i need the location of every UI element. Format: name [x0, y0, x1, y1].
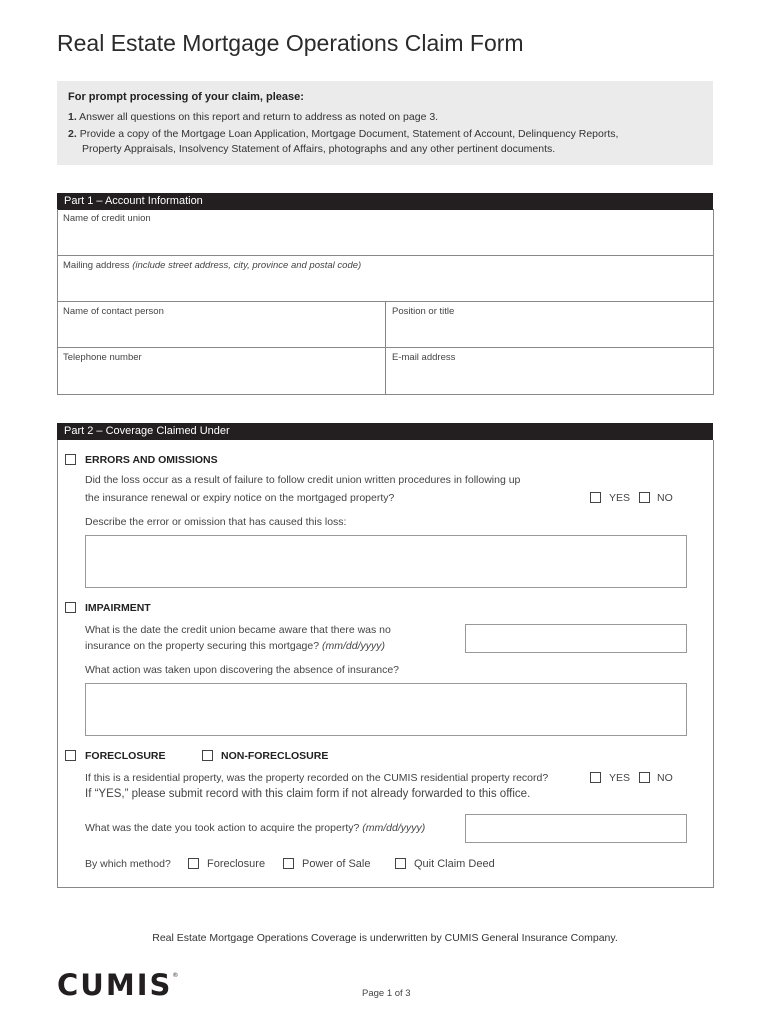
- part2-header: Part 2 – Coverage Claimed Under: [57, 423, 713, 440]
- errors-omissions-label: ERRORS AND OMISSIONS: [85, 454, 218, 466]
- method-power-of-sale-checkbox[interactable]: [283, 858, 294, 869]
- impairment-question-text: insurance on the property securing this mortgage?: [85, 640, 320, 652]
- impairment-action-textarea[interactable]: [85, 683, 687, 736]
- part1-account-information: [57, 209, 714, 395]
- instruction-item: [68, 127, 688, 142]
- errors-question-line2: the insurance renewal or expiry notice on the mortgaged property?: [85, 492, 395, 504]
- impairment-checkbox[interactable]: [65, 602, 76, 613]
- underwriter-note: Real Estate Mortgage Operations Coverage is underwritten by CUMIS General Insurance Company.: [152, 932, 618, 944]
- part1-header: Part 1 – Account Information: [57, 193, 713, 210]
- non-foreclosure-checkbox[interactable]: [202, 750, 213, 761]
- foreclosure-yes-label: YES: [609, 772, 631, 784]
- credit-union-label: Name of credit union: [63, 213, 151, 224]
- part2-coverage-claimed: [57, 440, 714, 888]
- mailing-label-text: Mailing address: [63, 260, 130, 271]
- errors-yes-checkbox[interactable]: [590, 492, 601, 503]
- credit-union-field[interactable]: [58, 209, 713, 255]
- errors-question-line1: Did the loss occur as a result of failure to follow credit union written procedures in following up: [85, 474, 521, 486]
- registered-mark: ®: [172, 972, 179, 979]
- instruction-item: [68, 110, 688, 125]
- foreclosure-note: If “YES,” please submit record with this claim form if not already forwarded to this office.: [85, 788, 531, 800]
- acquire-date-text: What was the date you took action to acquire the property?: [85, 822, 360, 834]
- acquire-date-question: [85, 822, 425, 834]
- date-format-hint: (mm/dd/yyyy): [362, 822, 426, 834]
- form-title: Real Estate Mortgage Operations Claim Form: [57, 30, 524, 56]
- mailing-address-label: [63, 260, 361, 271]
- mailing-hint: (include street address, city, province and postal code): [132, 260, 362, 271]
- email-label: E-mail address: [392, 352, 456, 363]
- foreclosure-label: FORECLOSURE: [85, 750, 166, 762]
- method-foreclosure-label: Foreclosure: [207, 858, 266, 870]
- impairment-question-line1: What is the date the credit union became aware that there was no: [85, 624, 391, 636]
- method-foreclosure-checkbox[interactable]: [188, 858, 199, 869]
- impairment-label: IMPAIRMENT: [85, 602, 151, 614]
- errors-describe-label: Describe the error or omission that has caused this loss:: [85, 516, 347, 528]
- contact-row: [58, 301, 713, 347]
- foreclosure-no-checkbox[interactable]: [639, 772, 650, 783]
- instruction-number: 2.: [68, 128, 77, 140]
- instructions-heading: For prompt processing of your claim, please:: [68, 91, 304, 103]
- foreclosure-no-label: NO: [657, 772, 673, 784]
- impairment-question-line2: [85, 640, 385, 652]
- method-quit-claim-checkbox[interactable]: [395, 858, 406, 869]
- non-foreclosure-label: NON-FORECLOSURE: [221, 750, 329, 762]
- foreclosure-yes-checkbox[interactable]: [590, 772, 601, 783]
- foreclosure-question: If this is a residential property, was the property recorded on the CUMIS residential property record?: [85, 772, 549, 784]
- instruction-text: Provide a copy of the Mortgage Loan Application, Mortgage Document, Statement of Account, Delinquency Reports,: [79, 128, 619, 140]
- instruction-text: Answer all questions on this report and return to address as noted on page 3.: [79, 111, 439, 123]
- errors-omissions-checkbox[interactable]: [65, 454, 76, 465]
- page-number: Page 1 of 3: [362, 988, 411, 999]
- date-format-hint: (mm/dd/yyyy): [321, 640, 385, 652]
- instructions-box: [57, 81, 713, 165]
- position-title-label: Position or title: [392, 306, 455, 317]
- foreclosure-checkbox[interactable]: [65, 750, 76, 761]
- instruction-text-continued: Property Appraisals, Insolvency Statement of Affairs, photographs and any other pertinent documents.: [82, 143, 556, 155]
- cell-divider: [385, 348, 386, 394]
- contact-person-label: Name of contact person: [63, 306, 164, 317]
- instruction-number: 1.: [68, 111, 77, 123]
- errors-no-checkbox[interactable]: [639, 492, 650, 503]
- method-label: By which method?: [85, 858, 171, 870]
- cell-divider: [385, 302, 386, 348]
- logo-text: CUMIS: [57, 968, 173, 1002]
- telephone-label: Telephone number: [63, 352, 142, 363]
- acquire-date-input[interactable]: [465, 814, 687, 843]
- errors-yes-label: YES: [609, 492, 631, 504]
- method-power-of-sale-label: Power of Sale: [302, 858, 371, 870]
- errors-describe-textarea[interactable]: [85, 535, 687, 588]
- mailing-address-field[interactable]: [58, 255, 713, 301]
- method-quit-claim-label: Quit Claim Deed: [414, 858, 495, 870]
- impairment-date-input[interactable]: [465, 624, 687, 653]
- cumis-logo: [57, 968, 178, 1002]
- phone-email-row: [58, 347, 713, 393]
- errors-no-label: NO: [657, 492, 673, 504]
- impairment-action-label: What action was taken upon discovering the absence of insurance?: [85, 664, 400, 676]
